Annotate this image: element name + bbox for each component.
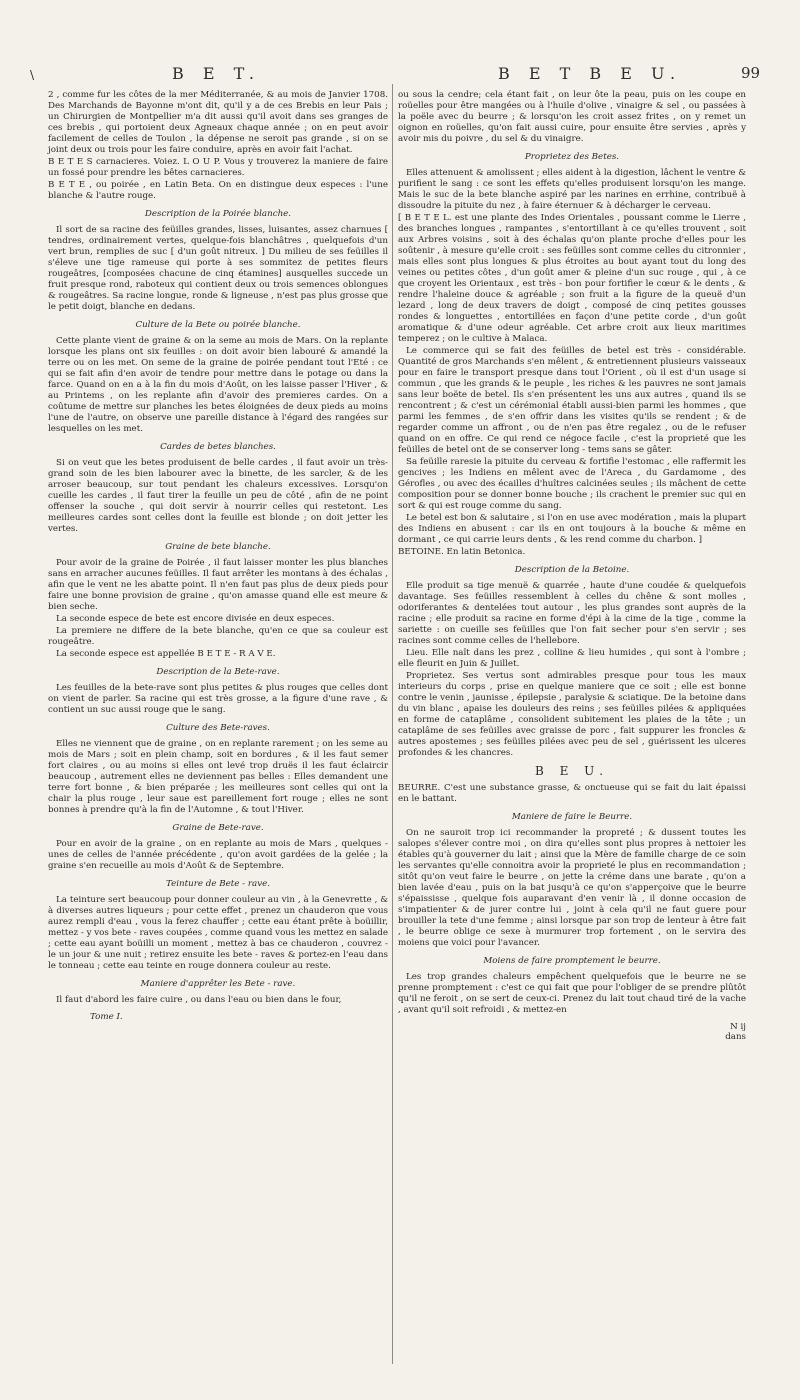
right-column [398,90,746,1046]
section-heading: Maniere d'apprêter les Bete - rave. [140,979,296,989]
paragraph: BEURRE. C'est une substance grasse, & onctueuse qui se fait du lait épaissi en le battant. [398,783,746,804]
paragraph: Si on veut que les betes produisent de belle cardes , il faut avoir un très-grand soin de les bien labourer avec la binette, de les sarcler, & de les arroser beaucoup, sur tout pendant les chaleurs excessives. Lorsqu'on cueille les cardes , il faut tirer la feuille un peu de côté , afin de ne point offenser la souche , qui doit servir à nourrir celles qui restetont. Les meilleures cardes sont celles dont la feuille est blonde ; on doit jetter les vertes. [48,458,388,534]
paragraph: B E T E S carnacieres. Voiez. L O U P. Vous y trouverez la maniere de faire un fossé pour prendre les bêtes carnacieres. [48,157,388,178]
paragraph: Les trop grandes chaleurs empêchent quelquefois que le beurre ne se prenne promptement : c'est ce qui fait que pour l'obliger de se prendre plûtôt qu'il ne feroit , on se sert de ceux-ci. Prenez du lait tout chaud tiré de la vache , avant qu'il soit refroidi , & mettez-en [398,972,746,1015]
section-heading: Cardes de betes blanches. [160,442,276,452]
section-heading: Description de la Betoine. [514,565,630,575]
paragraph: Elle produit sa tige menuë & quarrée , haute d'une coudée & quelquefois davantage. Ses feüilles ressemblent à celles du chêne & sont molles , odoriferantes & dentelées tout autour , les plus grandes sont auprès de la racine ; elle produit sa racine en forme d'épi à la cime de la tige , comme la sariette : on cueille ses feüilles que l'on fait secher pour s'en servir ; ses racines sont comme celles de l'hellebore. [398,581,746,646]
paragraph: Sa feüille raresie la pituite du cerveau & fortifie l'estomac , elle raffermit les gencives ; les Indiens en mêlent avec de l'Areca , du Gardamome , des Gérofles , ou avec des écailles d'huîtres calcinées seules ; ils mâchent de cette composition pour se donner bonne bouche ; ils crachent le premier suc qui en sort & qui est rouge comme du sang. [398,457,746,511]
section-heading: Culture des Bete-raves. [166,723,270,733]
paragraph: On ne sauroit trop ici recommander la propreté ; & dussent toutes les salopes s'élever contre moi , on dira qu'elles sont plus propres à nettoier les étables qu'à gouverner du lait ; ainsi que la Mère de famille charge de ce soin les servantes qu'elle connoitra avoir la proprieté le plus en recommandation ; sitôt qu'on veut faire le beurre , on jette la créme dans une barate , qu'on a bien lavée d'eau , puis on la bat jusqu'à ce qu'on s'apperçoive que le beurre s'épaississe , quelque fois auparavant d'en venir là , il donne occasion de s'impatienter & de jurer contre lui , joint à cela qu'il ne faut guere pour brouiller la tete d'une femme ; ainsi lorsque par son trop de lenteur à être fait , le beurre oblige ce sexe à murmurer trop fortement , on le servira des moiens que voici pour l'avancer. [398,828,746,948]
paragraph: ou sous la cendre; cela étant fait , on leur ôte la peau, puis on les coupe en roüelles pour être mangées ou à l'huile d'olive , vinaigre & sel , ou passées à la poële avec du beurre ; & lorsqu'on les croit assez frites , on y remet un oignon en roüelles, qu'on fait aussi cuire, pour ensuite être servies , après y avoir mis du poivre , du sel & du vinaigre. [398,90,746,144]
paragraph: Pour avoir de la graine de Poirée , il faut laisser monter les plus blanches sans en arracher aucunes feüilles. Il faut arrêter les montans à des échalas , afin que le vent ne les abatte point. Il n'en faut pas plus de deux pieds pour faire une bonne provision de graine , qu'on amasse quand elle est meure & bien seche. [48,558,388,612]
left-column-text [48,90,388,1006]
section-heading: Maniere de faire le Beurre. [511,812,633,822]
section-heading: Moiens de faire promptement le beurre. [483,956,661,966]
paragraph: BETOINE. En latin Betonica. [398,547,526,557]
left-page-footer [48,1012,388,1036]
paragraph: B E T E , ou poirée , en Latin Beta. On en distingue deux especes : l'une blanche & l'autre rouge. [48,180,388,201]
corner-mark: \ [30,68,35,82]
paragraph: [ B E T E L. est une plante des Indes Orientales , poussant comme le Lierre , des branches longues , rampantes , s'entortillant à ce qu'elles trouvent , soit aux Arbres voisins , soit à des échalas qu'on plante proche d'elles pour les soûtenir , à mesure qu'elle croit : ses feüilles sont comme celles du citronnier , mais elles sont plus longues & plus étroites au bout ayant tout du long des veines ou petites côtes , d'un goût amer & pleine d'un suc rouge , qui , à ce que croyent les Orientaux , est très - bon pour fortifier le cœur & le dents , & rendre l'haleine douce & agréable ; son fruit a la figure de la queuë d'un lezard , long de deux travers de doigt , composé de cinq petites gousses rondes & longuettes , entortillées en façon d'une petite corde , d'un goût aromatique & d'une odeur agréable. Cet arbre croit aux lieux maritimes temperez ; on le cultive à Malaca. [398,213,746,344]
page-number: 99 [741,64,761,82]
paragraph: Le betel est bon & salutaire , si l'on en use avec modération , mais la plupart des Indiens en abusent : car ils en ont toujours à la bouche & même en dormant , ce qui carrie leurs dents , & les rend comme du charbon. ] [398,513,746,545]
paragraph: Il sort de sa racine des feüilles grandes, lisses, luisantes, assez charnues [ tendres, ordinairement vertes, quelque-fois blanchâtres , quelquefois d'un vert brun, remplies de suc [ d'un goût nitreux. ] Du milieu de ses feüilles il s'éleve une tige rameuse qui porte à ses sommitez de petites fleurs rougeâtres, [composées chacune de cinq étamines] ausquelles succede un fruit presque rond, raboteux qui contient deux ou trois semences oblongues & rougeâtres. Sa racine longue, ronde & ligneuse , n'est pas plus grosse que le petit doigt, blanche en dedans. [48,225,388,312]
running-head-right: B E T B E U. [498,64,683,83]
section-heading: Proprietez des Betes. [524,152,620,162]
sheet-signature: N ij [730,1022,746,1032]
paragraph: Il faut d'abord les faire cuire , ou dans l'eau ou bien dans le four, [56,995,342,1005]
paragraph: 2 , comme fur les côtes de la mer Méditerranée, & au mois de Janvier 1708. Des Marchands de Bayonne m'ont dit, qu'il y a de ces Brebis en leur Pais ; un Chirurgien de Montpellier m'a dit aussi qu'il avoit dans ses granges de ces brebis , qui portoient deux Agneaux chaque année ; on en peut avoir facilement de celles de Toulon , la dépense ne seroit pas grande , si on se joint deux ou trois pour les faire conduire, après en avoir fait l'achat. [48,90,388,155]
right-page-footer [398,1022,746,1046]
paragraph: Elles attenuent & amolissent ; elles aident à la digestion, lâchent le ventre & purifient le sang : ce sont les effets qu'elles produisent lorsqu'on les mange. Mais le suc de la bete blanche aspiré par les narines en errhine, contribuë à dissoudre la pituite du nez , à faire éternuer & à décharger le cerveau. [398,168,746,211]
paragraph: La seconde espece de bete est encore divisée en deux especes. [56,614,335,624]
running-head-left: B E T. [172,64,262,83]
paragraph: Lieu. Elle naît dans les prez , colline & lieu humides , qui sont à l'ombre ; elle fleurit en Juin & Juillet. [398,648,746,669]
left-column [48,90,388,1036]
section-heading: Description de la Poirée blanche. [144,209,292,219]
paragraph: Proprietez. Ses vertus sont admirables presque pour tous les maux interieurs du corps , prise en quelque maniere que ce soit ; elle est bonne contre le venin , jaunisse , épilepsie , paralysie & sciatique. De la betoine dans du vin blanc , apaise les douleurs des reins ; ses feüilles pilées & appliquées en forme de cataplâme , consolident subitement les plaies de la tête ; un cataplâme de ses feüilles avec graisse de porc , fait suppurer les froncles & autres apostemes ; ses feüilles pilées avec peu de sel , guérissent les ulceres profondes & les chancres. [398,671,746,758]
paragraph: La teinture sert beaucoup pour donner couleur au vin , à la Genevrette , & à diverses autres liqueurs ; pour cette effet , prenez un chauderon que vous aurez rempli d'eau , vous la ferez chauffer ; cette eau étant prête à boüillir, mettez - y vos bete - raves coupées , comme quand vous les mettez en salade ; cette eau ayant boüilli un moment , mettez à bas ce chauderon , couvrez - le un jour & une nuit ; retirez ensuite les bete - raves & portez-en l'eau dans le tonneau ; cette eau teinte en rouge donnera couleur au reste. [48,895,388,971]
paragraph: Elles ne viennent que de graine , on en replante rarement ; on les seme au mois de Mars ; soit en plein champ, soit en bordures , & il les faut semer fort claires , ou au moins si elles ont levé trop druës il les faut éclaircir beaucoup , autrement elles ne deviennent pas belles : Elles demandent une terre fort bonne , & bien préparée ; les meilleures sont celles qui ont la chair la plus rouge , leur saue est pareillement fort rouge ; elles ne sont bonnes à prendre qu'à la fin de l'Automne , & tout l'Hiver. [48,739,388,815]
paragraph: Pour en avoir de la graine , on en replante au mois de Mars , quelques - unes de celles de l'année précédente , qu'on avoit gardées de la gelée ; la graine s'en recueille au mois d'Août & de Septembre. [48,839,388,871]
section-heading: Description de la Bete-rave. [156,667,280,677]
paragraph: La premiere ne differe de la bete blanche, qu'en ce que sa couleur est rougeâtre. [48,626,388,647]
paragraph: Le commerce qui se fait des feüilles de betel est très - considérable. Quantité de gros Marchands s'en mêlent , & entretiennent plusieurs vaisseaux pour en faire le transport presque dans tout l'Orient , où il est d'un usage si commun , que les grands & le peuple , les riches & les pauvres ne sont jamais sans leur boëte de betel. Ils s'en présentent les uns aux autres , quand ils se rencontrent ; & c'est un cérémonial établi aussi-bien parmi les hommes , que parmi les femmes , de s'en offrir dans les visites qu'ils se rendent ; & de regarder comme un affront , ou de n'en pas être regalez , ou de le refuser quand on en offre. Ce qui rend ce négoce facile , c'est la proprieté que les feüilles de betel ont de se conserver long - tems sans se gâter. [398,346,746,455]
section-heading: Culture de la Bete ou poirée blanche. [135,320,301,330]
volume-signature: Tome I. [90,1012,123,1022]
paragraph: Cette plante vient de graine & on la seme au mois de Mars. On la replante lorsque les plans ont six feuilles : on doit avoir bien labouré & amandé la terre ou on les met. On seme de la graine de poirée pendant tout l'Eté : ce qui se fait afin d'en avoir de tendre pour mettre dans le potage ou dans la farce. Quand on en a à la fin du mois d'Août, on les laisse passer l'Hiver , & au Printems , on les replante afin d'avoir des premieres cardes. On a coûtume de mettre sur planches les betes éloignées de deux pieds au moins l'une de l'autre, on observe une pareille distance à l'égard des rangées sur lesquelles on les met. [48,336,388,434]
paragraph: La seconde espece est appellée B E T E - R A V E. [56,649,276,659]
catchword: dans [725,1032,746,1042]
section-heading: B E U. [534,764,610,778]
right-column-text [398,90,746,1016]
section-heading: Teinture de Bete - rave. [166,879,270,889]
paragraph: Les feuilles de la bete-rave sont plus petites & plus rouges que celles dont on vient de parler. Sa racine qui est très grosse, a la figure d'une rave , & contient un suc aussi rouge que le sang. [48,683,388,715]
column-divider [392,84,393,1364]
section-heading: Graine de bete blanche. [165,542,271,552]
section-heading: Graine de Bete-rave. [172,823,264,833]
